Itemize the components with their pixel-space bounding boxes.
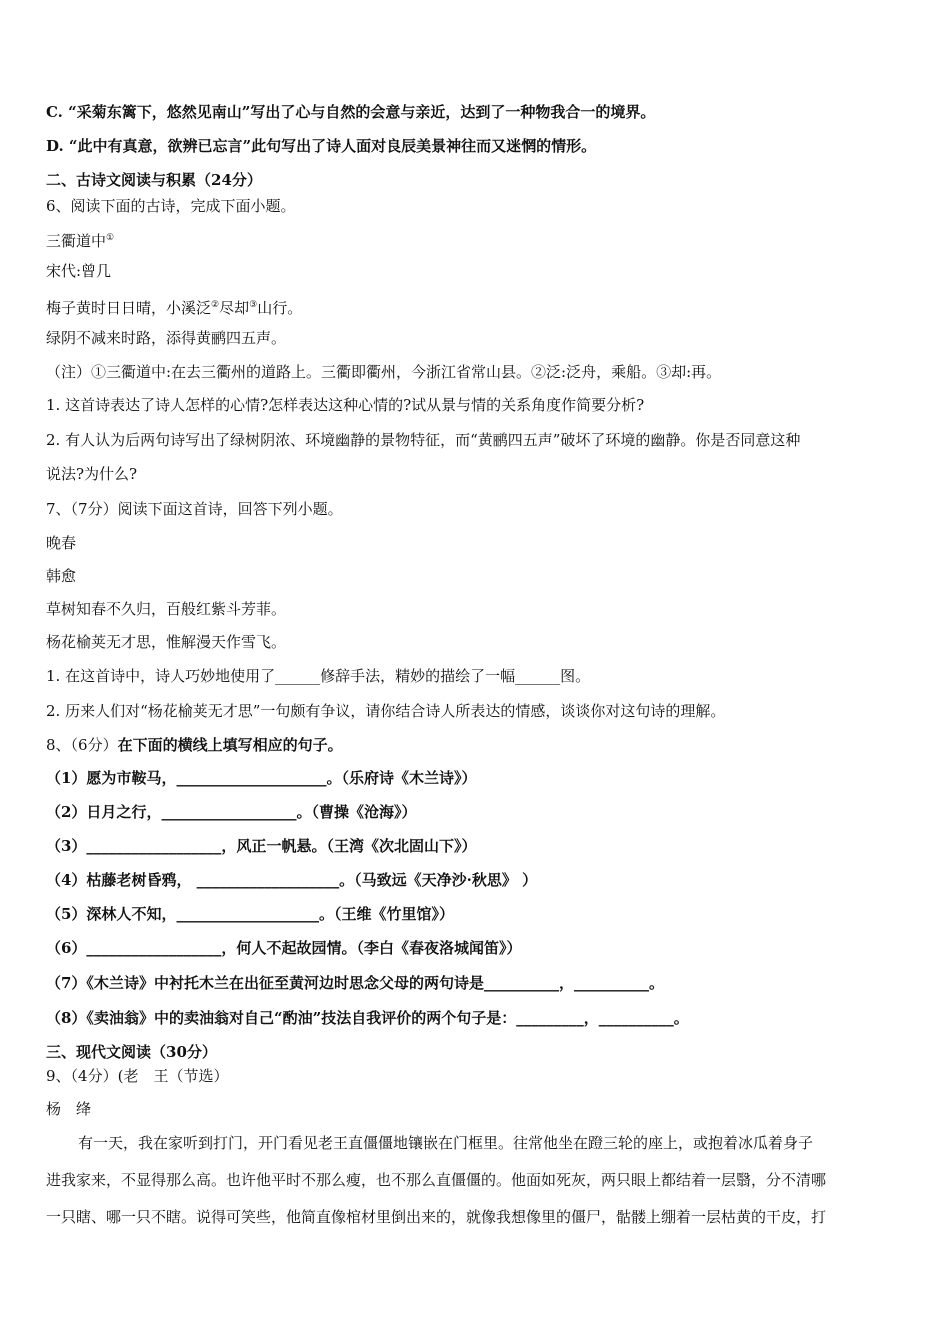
- q7-poem-author: 韩愈: [46, 567, 77, 585]
- q8-prompt: 8、（6分）在下面的横线上填写相应的句子。: [46, 736, 343, 754]
- q8-item-8: （8）《卖油翁》中的卖油翁对自己“酌油”技法自我评价的两个句子是：_________，__________。: [46, 1009, 689, 1027]
- q8-item-6: （6）__________________，何人不起故园情。（李白《春夜洛城闻笛》）: [46, 939, 522, 957]
- q7-subquestion-1: 1. 在这首诗中，诗人巧妙地使用了______修辞手法，精妙的描绘了一幅______图。: [46, 667, 591, 685]
- section-2-heading: 二、古诗文阅读与积累（24分）: [46, 171, 262, 189]
- q6-poem-author: 宋代:曾几: [46, 262, 112, 280]
- q8-item-2: （2）日月之行，__________________。（曹操《沧海》）: [46, 803, 417, 821]
- q8-item-5: （5）深林人不知，___________________。（王维《竹里馆》）: [46, 905, 454, 923]
- q7-poem-line-2: 杨花榆荚无才思，惟解漫天作雪飞。: [46, 633, 287, 651]
- q6-subquestion-1: 1. 这首诗表达了诗人怎样的心情?怎样表达这种心情的?试从景与情的关系角度作简要分析?: [46, 396, 645, 414]
- q6-subquestion-2: 2. 有人认为后两句诗写出了绿树阴浓、环境幽静的景物特征，而“黄鹂四五声”破坏了环境的幽静。你是否同意这种: [46, 431, 801, 449]
- option-d: D. “此中有真意，欲辨已忘言”此句写出了诗人面对良辰美景神往而又迷惘的情形。: [46, 137, 597, 155]
- q8-item-4: （4）枯藤老树昏鸦， ___________________。（马致远《天净沙·秋思》 ）: [46, 871, 538, 889]
- q6-poem-line-1: 梅子黄时日日晴，小溪泛②尽却③山行。: [46, 299, 303, 317]
- q9-author: 杨 绛: [46, 1100, 92, 1118]
- q7-poem-title: 晚春: [46, 534, 77, 552]
- q8-item-7: （7）《木兰诗》中衬托木兰在出征至黄河边时思念父母的两句诗是__________，__________。: [46, 974, 664, 992]
- q8-item-1: （1）愿为市鞍马，____________________。（乐府诗《木兰诗》）: [46, 769, 477, 787]
- q6-poem-title: 三衢道中①: [46, 232, 115, 250]
- q9-paragraph-line-3: 一只瞎、哪一只不瞎。说得可笑些，他简直像棺材里倒出来的，就像我想像里的僵尸，骷髅上绷着一层枯黄的干皮，打: [46, 1208, 827, 1226]
- q9-paragraph-line-1: 有一天，我在家听到打门，开门看见老王直僵僵地镶嵌在门框里。往常他坐在蹬三轮的座上，或抱着冰瓜着身子: [78, 1134, 814, 1152]
- q8-item-3: （3）__________________，风正一帆悬。（王湾《次北固山下》）: [46, 837, 477, 855]
- q9-prompt: 9、（4分）(老 王（节选）: [46, 1067, 229, 1085]
- q6-subquestion-2-cont: 说法?为什么?: [46, 465, 138, 483]
- q6-notes: （注）①三衢道中:在去三衢州的道路上。三衢即衢州，今浙江省常山县。②泛:泛舟，乘船。③却:再。: [46, 363, 722, 381]
- q6-prompt: 6、阅读下面的古诗，完成下面小题。: [46, 197, 296, 215]
- q7-poem-line-1: 草树知春不久归，百般红紫斗芳菲。: [46, 600, 287, 618]
- q7-prompt: 7、（7分）阅读下面这首诗，回答下列小题。: [46, 500, 343, 518]
- option-c: C. “采菊东篱下，悠然见南山”写出了心与自然的会意与亲近，达到了一种物我合一的境界。: [46, 103, 656, 121]
- q6-poem-line-2: 绿阴不减来时路，添得黄鹂四五声。: [46, 329, 287, 347]
- q7-subquestion-2: 2. 历来人们对“杨花榆荚无才思”一句颇有争议，请你结合诗人所表达的情感，谈谈你对这句诗的理解。: [46, 702, 726, 720]
- q9-paragraph-line-2: 进我家来，不显得那么高。也许他平时不那么瘦，也不那么直僵僵的。他面如死灰，两只眼上都结着一层翳，分不清哪: [46, 1171, 827, 1189]
- section-3-heading: 三、现代文阅读（30分）: [46, 1043, 217, 1061]
